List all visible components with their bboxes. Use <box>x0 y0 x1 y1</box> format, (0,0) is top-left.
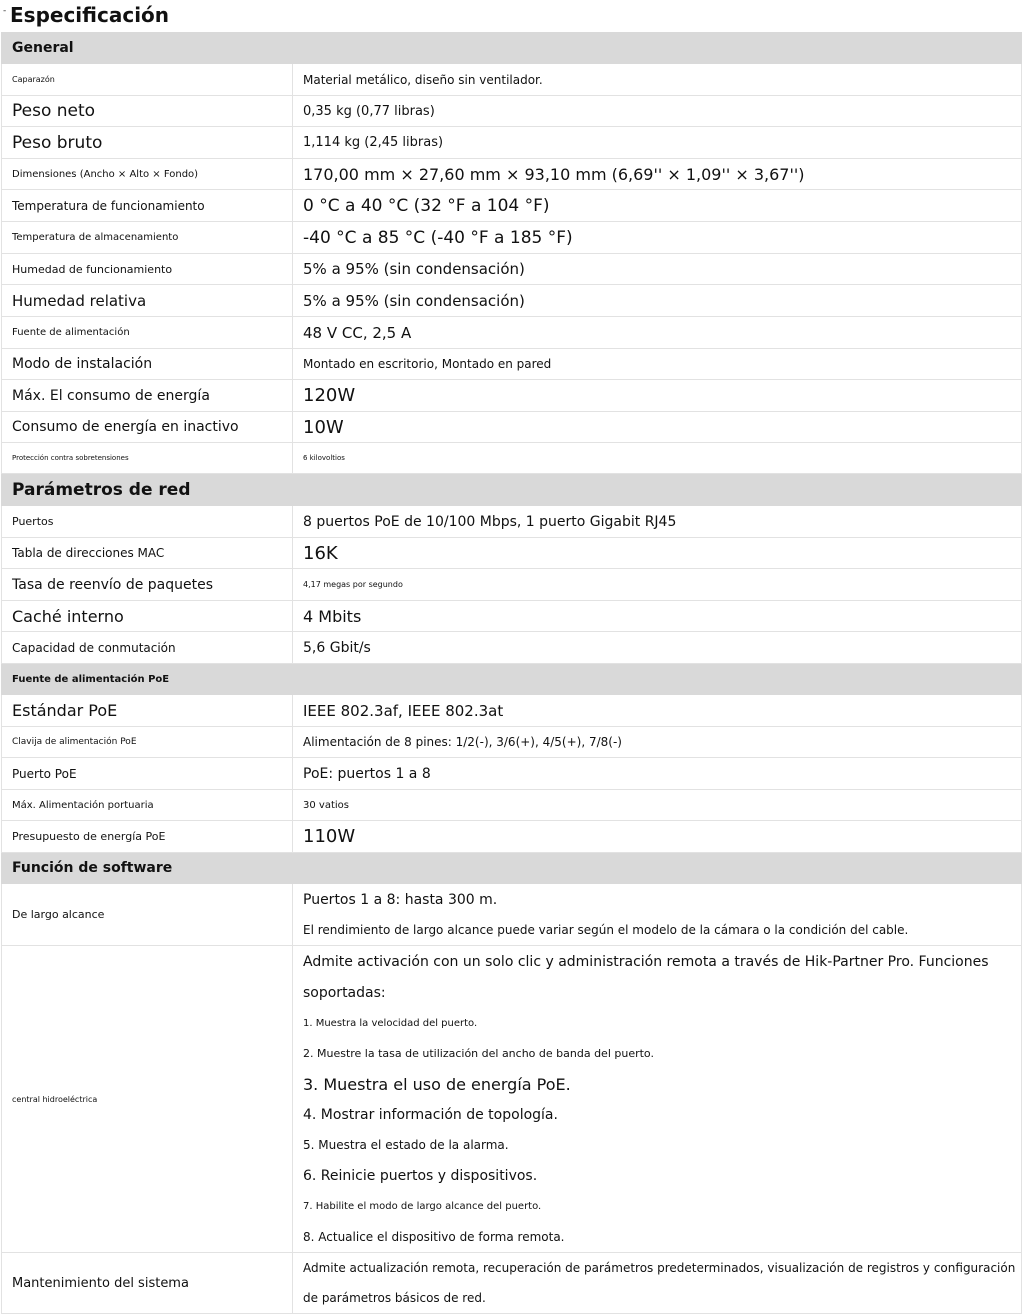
section-title: Fuente de alimentación PoE <box>2 664 1022 695</box>
section-software <box>2 853 1022 884</box>
feature-item: 2. Muestre la tasa de utilización del ancho de banda del puerto. <box>303 1047 654 1060</box>
value-line: El rendimiento de largo alcance puede variar según el modelo de la cámara o la condición del cable. <box>303 922 909 937</box>
feature-item: 4. Mostrar información de topología. <box>303 1106 558 1123</box>
spec-row-poe-budget <box>2 821 1022 853</box>
spec-row-poe-standard <box>2 695 1022 727</box>
spec-label: Peso neto <box>2 96 293 127</box>
spec-value: 0 °C a 40 °C (32 °F a 104 °F) <box>293 190 1022 222</box>
value-line: Puertos 1 a 8: hasta 300 m. <box>303 891 498 908</box>
spec-row-forwarding <box>2 569 1022 601</box>
spec-row-poe-port <box>2 758 1022 790</box>
spec-row-ports <box>2 506 1022 538</box>
spec-value: 170,00 mm × 27,60 mm × 93,10 mm (6,69'' × 1,09'' × 3,67'') <box>293 159 1022 190</box>
value-line: Admite actualización remota, recuperación de parámetros predeterminados, visualización de registros y configuración <box>303 1261 1016 1275</box>
spec-value: 16K <box>293 538 1022 569</box>
spec-label: Clavija de alimentación PoE <box>2 727 293 758</box>
section-title: Parámetros de red <box>2 474 1022 506</box>
spec-label: Tabla de direcciones MAC <box>2 538 293 569</box>
title-row <box>0 0 1022 32</box>
spec-value <box>293 884 1022 946</box>
spec-label: Estándar PoE <box>2 695 293 727</box>
spec-row-rel-humidity <box>2 285 1022 317</box>
feature-item: 8. Actualice el dispositivo de forma remota. <box>303 1229 565 1244</box>
spec-value: 4,17 megas por segundo <box>293 569 1022 601</box>
section-general <box>2 33 1022 64</box>
feature-item: 3. Muestra el uso de energía PoE. <box>303 1074 571 1094</box>
spec-label: Máx. El consumo de energía <box>2 380 293 412</box>
spec-value: 110W <box>293 821 1022 853</box>
spec-row-storage-temp <box>2 222 1022 254</box>
spec-label: Presupuesto de energía PoE <box>2 821 293 853</box>
spec-value: 8 puertos PoE de 10/100 Mbps, 1 puerto Gigabit RJ45 <box>293 506 1022 538</box>
spec-value: Alimentación de 8 pines: 1/2(-), 3/6(+), 4/5(+), 7/8(-) <box>293 727 1022 758</box>
spec-row-net-weight <box>2 96 1022 127</box>
spec-row-switching <box>2 632 1022 664</box>
spec-value: 30 vatios <box>293 790 1022 821</box>
title-prefix: - <box>3 6 7 16</box>
value-line: soportadas: <box>303 984 386 1001</box>
spec-label: Consumo de energía en inactivo <box>2 412 293 443</box>
spec-value: 4 Mbits <box>293 601 1022 632</box>
spec-value: Material metálico, diseño sin ventilador. <box>293 64 1022 96</box>
spec-value: 5% a 95% (sin condensación) <box>293 254 1022 285</box>
spec-row-poe-pin <box>2 727 1022 758</box>
spec-value: 5,6 Gbit/s <box>293 632 1022 664</box>
spec-label: Humedad de funcionamiento <box>2 254 293 285</box>
spec-label: Tasa de reenvío de paquetes <box>2 569 293 601</box>
section-network <box>2 474 1022 506</box>
feature-item: 5. Muestra el estado de la alarma. <box>303 1138 509 1152</box>
page-title: Especificación <box>10 3 170 27</box>
spec-value: 10W <box>293 412 1022 443</box>
spec-row-surge <box>2 443 1022 474</box>
spec-value: 48 V CC, 2,5 A <box>293 317 1022 349</box>
spec-table <box>1 32 1022 1314</box>
spec-row-dimensions <box>2 159 1022 190</box>
spec-value: 1,114 kg (2,45 libras) <box>293 127 1022 159</box>
spec-row-mac <box>2 538 1022 569</box>
spec-row-long-range <box>2 884 1022 946</box>
spec-row-poe-max-port <box>2 790 1022 821</box>
section-title: General <box>2 33 1022 64</box>
feature-item: 7. Habilite el modo de largo alcance del puerto. <box>303 1200 542 1212</box>
spec-row-maintenance <box>2 1253 1022 1314</box>
spec-row-power-supply <box>2 317 1022 349</box>
spec-row-cache <box>2 601 1022 632</box>
value-line: Admite activación con un solo clic y administración remota a través de Hik-Partner Pro. Funciones <box>303 953 989 970</box>
spec-label: Caché interno <box>2 601 293 632</box>
spec-label: Temperatura de almacenamiento <box>2 222 293 254</box>
spec-label: Temperatura de funcionamiento <box>2 190 293 222</box>
feature-item: 1. Muestra la velocidad del puerto. <box>303 1017 478 1029</box>
spec-label: Capacidad de conmutación <box>2 632 293 664</box>
spec-row-install <box>2 349 1022 380</box>
spec-row-idle-power <box>2 412 1022 443</box>
section-title: Función de software <box>2 853 1022 884</box>
feature-item: 6. Reinicie puertos y dispositivos. <box>303 1167 538 1184</box>
spec-value: 5% a 95% (sin condensación) <box>293 285 1022 317</box>
spec-value: 6 kilovoltios <box>293 443 1022 474</box>
spec-label: Mantenimiento del sistema <box>2 1253 293 1314</box>
spec-value: Montado en escritorio, Montado en pared <box>293 349 1022 380</box>
spec-value: IEEE 802.3af, IEEE 802.3at <box>293 695 1022 727</box>
spec-value: 120W <box>293 380 1022 412</box>
spec-row-hpp <box>2 946 1022 1253</box>
spec-label: central hidroeléctrica <box>2 946 293 1253</box>
spec-row-housing <box>2 64 1022 96</box>
value-line: de parámetros básicos de red. <box>303 1291 486 1305</box>
spec-label: Modo de instalación <box>2 349 293 380</box>
spec-label: Puerto PoE <box>2 758 293 790</box>
spec-label: Puertos <box>2 506 293 538</box>
section-poe <box>2 664 1022 695</box>
spec-value <box>293 946 1022 1253</box>
spec-value: 0,35 kg (0,77 libras) <box>293 96 1022 127</box>
spec-label: Fuente de alimentación <box>2 317 293 349</box>
spec-row-op-temp <box>2 190 1022 222</box>
spec-row-max-power <box>2 380 1022 412</box>
spec-label: Humedad relativa <box>2 285 293 317</box>
spec-value <box>293 1253 1022 1314</box>
spec-row-gross-weight <box>2 127 1022 159</box>
spec-label: Caparazón <box>2 64 293 96</box>
spec-label: De largo alcance <box>2 884 293 946</box>
spec-value: PoE: puertos 1 a 8 <box>293 758 1022 790</box>
spec-row-op-humidity <box>2 254 1022 285</box>
spec-label: Peso bruto <box>2 127 293 159</box>
spec-label: Dimensiones (Ancho × Alto × Fondo) <box>2 159 293 190</box>
spec-label: Protección contra sobretensiones <box>2 443 293 474</box>
spec-label: Máx. Alimentación portuaria <box>2 790 293 821</box>
spec-value: -40 °C a 85 °C (-40 °F a 185 °F) <box>293 222 1022 254</box>
